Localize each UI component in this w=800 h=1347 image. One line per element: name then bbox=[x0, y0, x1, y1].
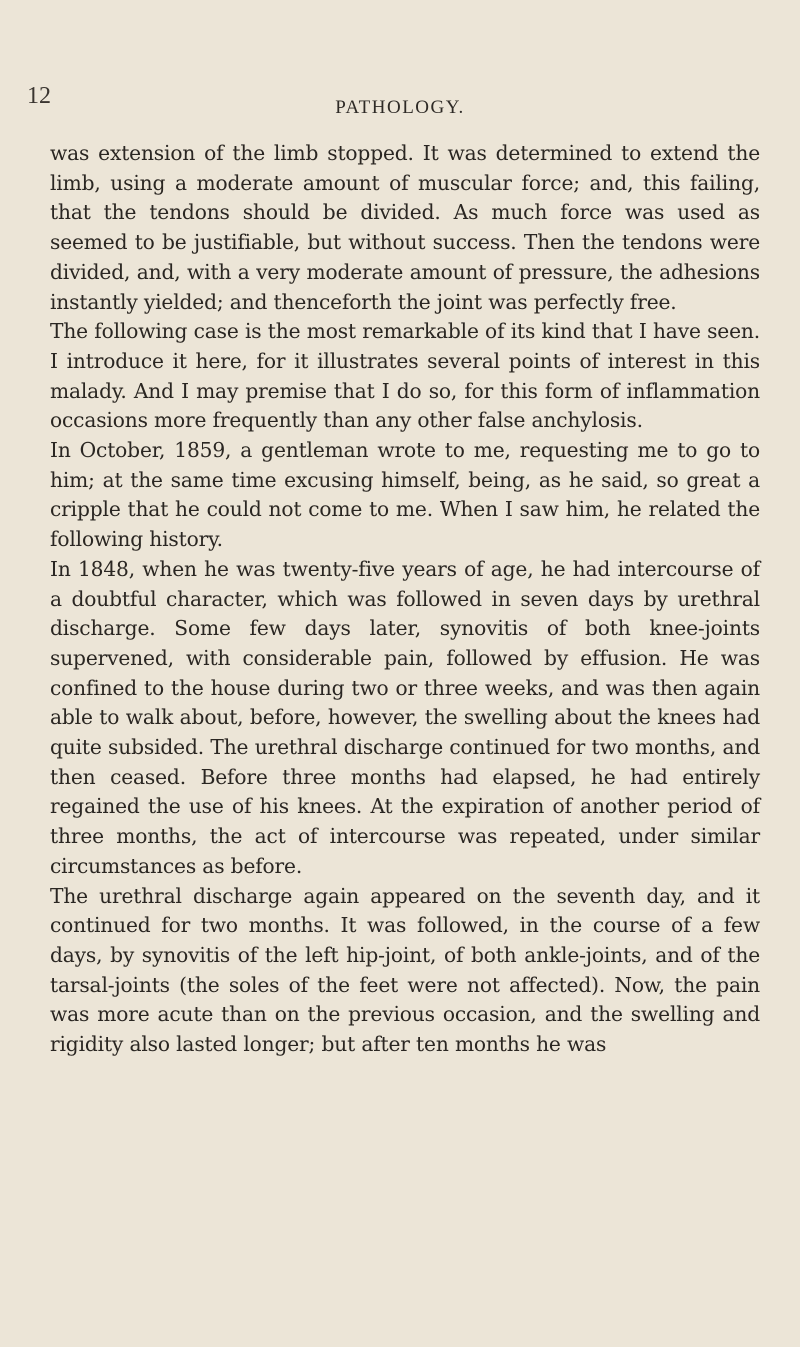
paragraph: In October, 1859, a gentleman wrote to me, requesting me to go to him; at the same time excusing himself, being, as he said, so great a cripple that he could not come to me. When I saw him, he related the following history. bbox=[50, 438, 760, 552]
running-head: PATHOLOGY. bbox=[335, 97, 465, 118]
page-number: 12 bbox=[27, 83, 51, 109]
paragraph: In 1848, when he was twenty-five years of age, he had intercourse of a doubtful character, which was followed in seven days by urethral discharge. Some few days later, synovitis of both knee-joints supervened, with considerable pain, followed by effusion. He was confined to the house during two or three weeks, and was then again able to walk about, before, however, the swelling about the knees had quite subsided. The urethral discharge continued for two months, and then ceased. Before three months had elapsed, he had entirely regained the use of his knees. At the expiration of another period of three months, the act of intercourse was repeated, under similar circumstances as before. bbox=[50, 556, 760, 878]
paragraph: The following case is the most remarkable of its kind that I have seen. I introduce it here, for it illustrates several points of interest in this malady. And I may premise that I do so, for this form of inflammation occasions more frequently than any other false anchylosis. bbox=[50, 319, 760, 433]
body-text bbox=[50, 139, 760, 1060]
paragraph: was extension of the limb stopped. It was determined to extend the limb, using a moderate amount of muscular force; and, this failing, that the tendons should be divided. As much force was used as seemed to be justifiable, but without success. Then the tendons were divided, and, with a very moderate amount of pressure, the adhesions instantly yielded; and thenceforth the joint was perfectly free. bbox=[50, 141, 760, 314]
paragraph: The urethral discharge again appeared on the seventh day, and it continued for two months. It was followed, in the course of a few days, by synovitis of the left hip-joint, of both ankle-joints, and of the tarsal-joints (the soles of the feet were not affected). Now, the pain was more acute than on the previous occasion, and the swelling and rigidity also lasted longer; but after ten months he was bbox=[50, 883, 760, 1057]
